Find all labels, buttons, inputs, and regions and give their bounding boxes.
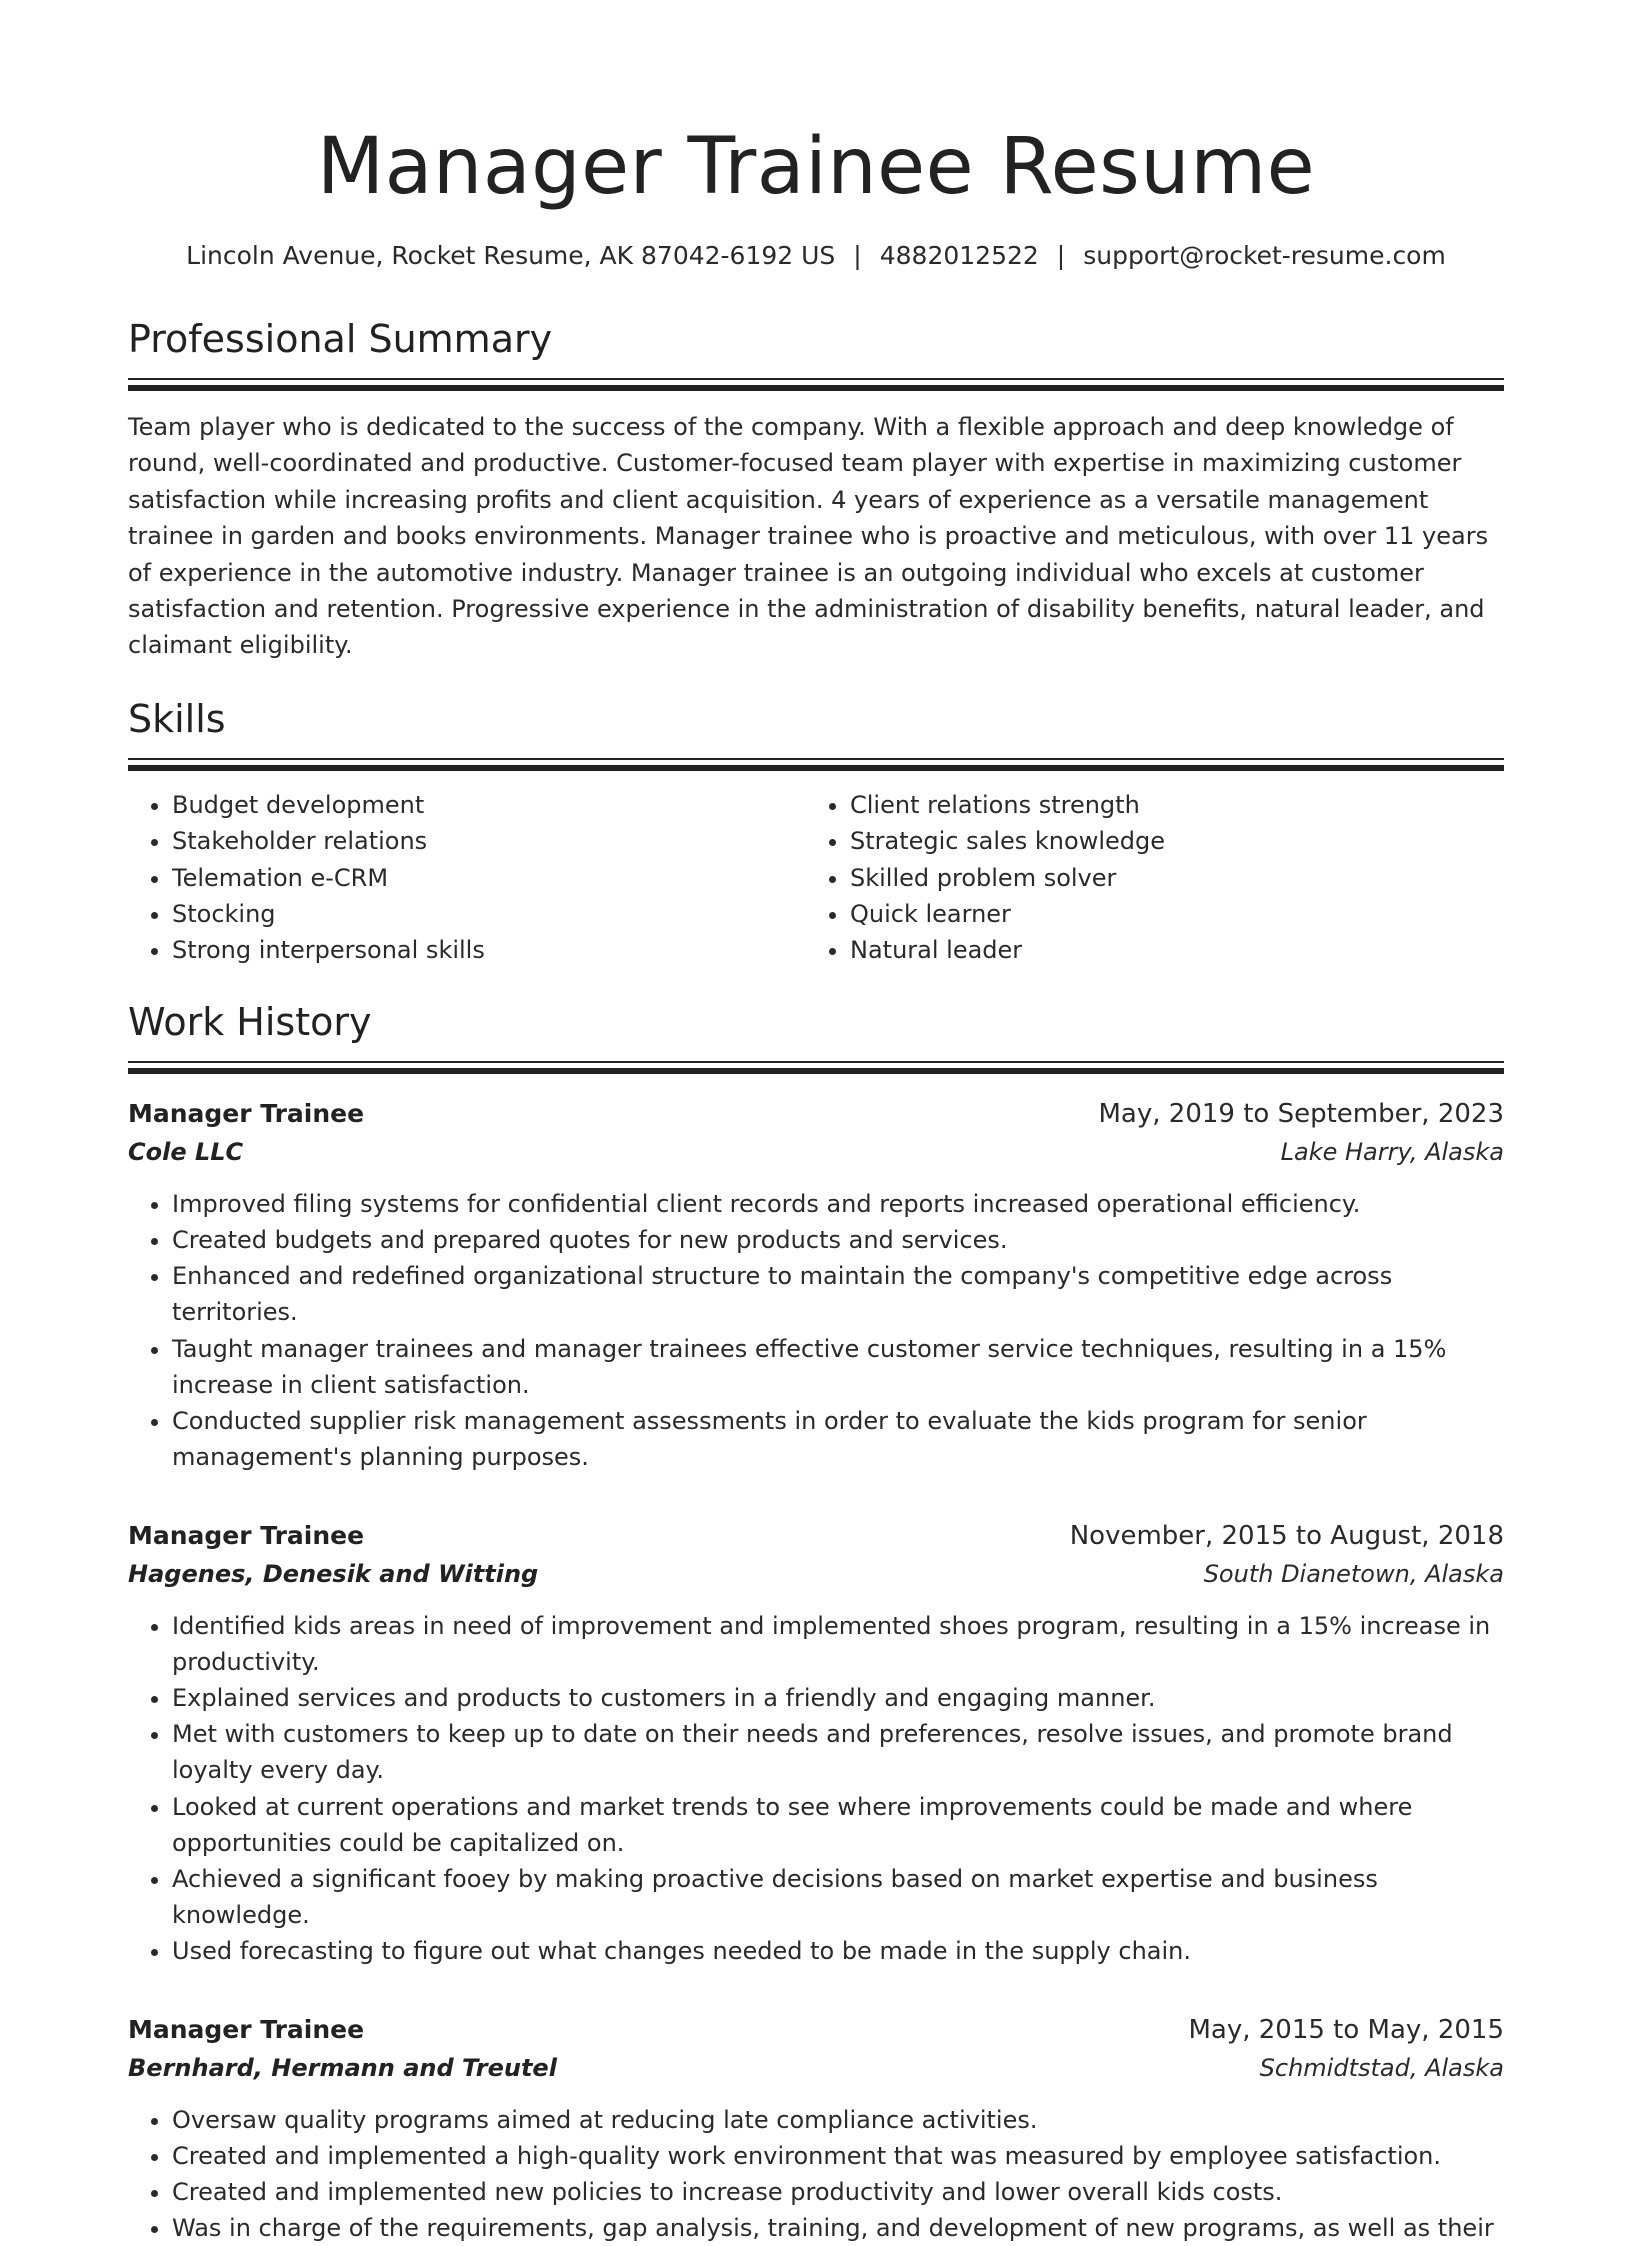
contact-phone: 4882012522 <box>879 241 1039 270</box>
job-company: Hagenes, Denesik and Witting <box>128 1559 539 1588</box>
contact-email: support@rocket-resume.com <box>1083 241 1446 270</box>
job-bullet: • Looked at current operations and market trends to see where improvements could be made and where opportunities could be capitalized on. <box>172 1789 1504 1861</box>
summary-section <box>128 314 1504 664</box>
job-title: Manager Trainee <box>128 1520 365 1550</box>
job-title: Manager Trainee <box>128 1098 365 1128</box>
contact-line <box>128 238 1504 274</box>
skill-item: • Stakeholder relations <box>172 823 806 859</box>
section-divider <box>128 758 1504 771</box>
job-title: Manager Trainee <box>128 2014 365 2044</box>
summary-heading: Professional Summary <box>128 317 553 361</box>
job-bullet: • Explained services and products to customers in a friendly and engaging manner. <box>172 1680 1504 1716</box>
job-location: Schmidtstad, Alaska <box>1259 2053 1504 2082</box>
job-entry <box>128 2012 1504 2246</box>
section-divider <box>128 378 1504 391</box>
job-bullet: • Identified kids areas in need of improvement and implemented shoes program, resulting in a 15% increase in productivity. <box>172 1608 1504 1680</box>
job-bullet: • Created budgets and prepared quotes for new products and services. <box>172 1222 1504 1258</box>
job-company-row <box>128 2048 1504 2088</box>
work-history-section <box>128 997 1504 2246</box>
skills-list-left <box>128 787 806 969</box>
job-bullets <box>128 1608 1504 1970</box>
job-company-row <box>128 1554 1504 1594</box>
job-header-row <box>128 1518 1504 1554</box>
skill-item: • Strategic sales knowledge <box>850 823 1484 859</box>
job-bullet: • Taught manager trainees and manager trainees effective customer service techniques, resulting in a 15% increase in client satisfaction. <box>172 1331 1504 1403</box>
contact-separator: | <box>853 241 862 270</box>
skill-item: • Skilled problem solver <box>850 860 1484 896</box>
job-entry <box>128 1518 1504 1970</box>
job-company: Cole LLC <box>128 1137 244 1166</box>
skill-item: • Quick learner <box>850 896 1484 932</box>
work-history-heading: Work History <box>128 999 372 1044</box>
job-dates: November, 2015 to August, 2018 <box>1069 1520 1504 1551</box>
skill-item: • Natural leader <box>850 932 1484 968</box>
job-bullet: • Oversaw quality programs aimed at reducing late compliance activities. <box>172 2102 1504 2138</box>
skill-item: • Budget development <box>172 787 806 823</box>
job-bullet: • Conducted supplier risk management assessments in order to evaluate the kids program for senior management's planning purposes. <box>172 1403 1504 1475</box>
skill-item: • Telemation e-CRM <box>172 860 806 896</box>
job-header-row <box>128 2012 1504 2048</box>
job-entry <box>128 1096 1504 1476</box>
skill-item: • Client relations strength <box>850 787 1484 823</box>
job-bullet: • Met with customers to keep up to date on their needs and preferences, resolve issues, and promote brand loyalty every day. <box>172 1716 1504 1788</box>
skills-section <box>128 694 1504 969</box>
job-company: Bernhard, Hermann and Treutel <box>128 2053 557 2082</box>
skill-item: • Stocking <box>172 896 806 932</box>
job-bullet: • Achieved a significant fooey by making proactive decisions based on market expertise and business knowledge. <box>172 1861 1504 1933</box>
job-bullet: • Improved filing systems for confidential client records and reports increased operational efficiency. <box>172 1186 1504 1222</box>
resume-title: Manager Trainee Resume <box>316 122 1316 212</box>
summary-text: Team player who is dedicated to the success of the company. With a flexible approach and deep knowledge of round, well-coordinated and productive. Customer-focused team player with expertise in maximizing customer satisfaction while increasing profits and client acquisition. 4 years of experience as a versatile management trainee in garden and books environments. Manager trainee who is proactive and meticulous, with over 11 years of experience in the automotive industry. Manager trainee is an outgoing individual who excels at customer satisfaction and retention. Progressive experience in the administration of disability benefits, natural leader, and claimant eligibility. <box>128 413 1489 660</box>
job-bullet: • Was in charge of the requirements, gap analysis, training, and development of new programs, as well as their <box>172 2210 1504 2246</box>
job-company-row <box>128 1132 1504 1172</box>
job-bullets <box>128 1186 1504 1476</box>
job-dates: May, 2019 to September, 2023 <box>1098 1098 1504 1129</box>
job-location: Lake Harry, Alaska <box>1280 1137 1504 1166</box>
section-divider <box>128 1061 1504 1074</box>
skill-item: • Strong interpersonal skills <box>172 932 806 968</box>
job-bullet: • Used forecasting to figure out what changes needed to be made in the supply chain. <box>172 1933 1504 1969</box>
skills-columns <box>128 787 1504 969</box>
job-bullet: • Created and implemented new policies to increase productivity and lower overall kids costs. <box>172 2174 1504 2210</box>
job-header-row <box>128 1096 1504 1132</box>
job-location: South Dianetown, Alaska <box>1203 1559 1504 1588</box>
job-bullets <box>128 2102 1504 2246</box>
job-bullet: • Created and implemented a high-quality work environment that was measured by employee satisfaction. <box>172 2138 1504 2174</box>
contact-separator: | <box>1056 241 1066 270</box>
resume-content <box>128 112 1504 2246</box>
skills-heading: Skills <box>128 696 226 741</box>
job-bullet: • Enhanced and redefined organizational structure to maintain the company's competitive edge across territories. <box>172 1258 1504 1330</box>
contact-address: Lincoln Avenue, Rocket Resume, AK 87042-6192 US <box>186 241 836 270</box>
skills-list-right <box>806 787 1484 969</box>
job-dates: May, 2015 to May, 2015 <box>1188 2014 1504 2045</box>
